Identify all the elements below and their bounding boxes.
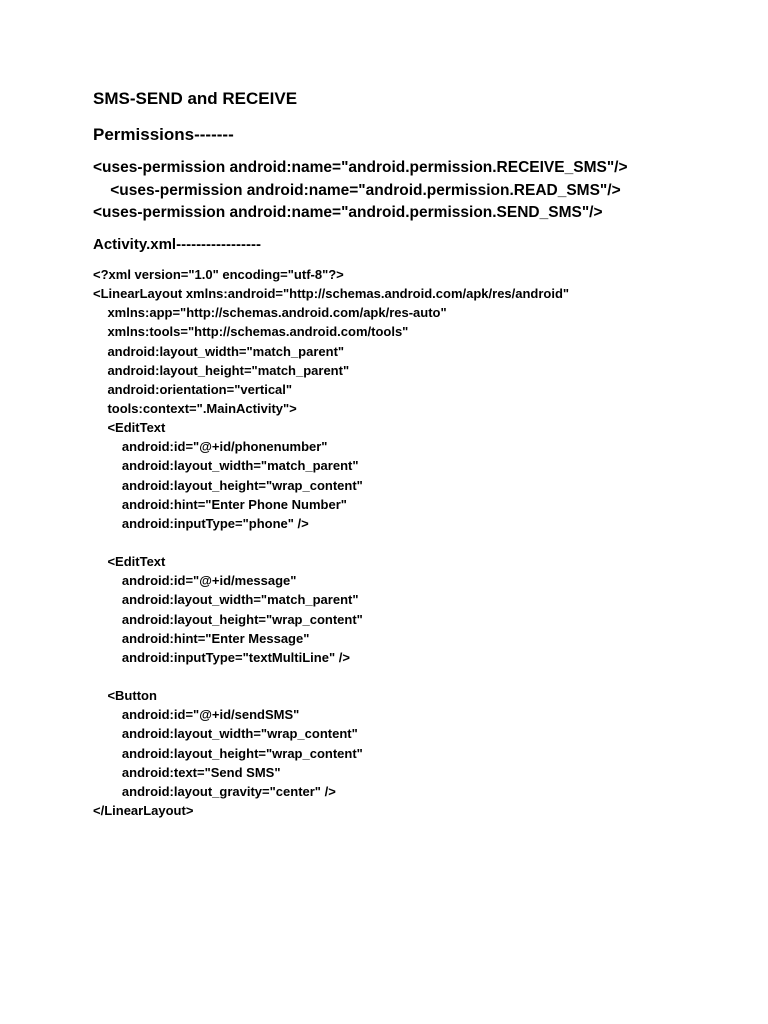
permission-line: <uses-permission android:name="android.permission.RECEIVE_SMS"/> <box>93 159 628 176</box>
code-line: </LinearLayout> <box>93 802 194 818</box>
code-line: <?xml version="1.0" encoding="utf-8"?> <box>93 267 344 282</box>
activity-heading: Activity.xml----------------- <box>93 236 262 253</box>
code-line: <Button <box>93 688 157 704</box>
code-line: <LinearLayout xmlns:android="http://schemas.android.com/apk/res/android" <box>93 286 570 302</box>
code-line: android:layout_height="wrap_content" <box>93 745 363 761</box>
code-line: android:hint="Enter Message" <box>93 630 310 646</box>
code-line: android:inputType="textMultiLine" /> <box>93 649 350 665</box>
code-line: android:text="Send SMS" <box>93 764 281 780</box>
code-line: android:layout_width="match_parent" <box>93 343 345 359</box>
code-line: android:orientation="vertical" <box>93 381 293 397</box>
code-line: android:layout_gravity="center" /> <box>93 783 336 799</box>
code-line: android:layout_height="wrap_content" <box>93 477 363 493</box>
permission-line: <uses-permission android:name="android.permission.SEND_SMS"/> <box>93 204 603 221</box>
code-line: xmlns:tools="http://schemas.android.com/tools" <box>93 324 409 340</box>
code-line: android:inputType="phone" /> <box>93 515 309 531</box>
code-line: android:layout_height="wrap_content" <box>93 611 363 627</box>
permission-line: <uses-permission android:name="android.permission.READ_SMS"/> <box>93 181 621 199</box>
code-line: <EditText <box>93 420 166 436</box>
code-line <box>93 533 569 552</box>
permissions-list <box>93 157 628 225</box>
code-line <box>93 667 569 686</box>
code-line: android:layout_height="match_parent" <box>93 362 350 378</box>
code-line: android:layout_width="wrap_content" <box>93 726 358 742</box>
code-line: <EditText <box>93 554 166 570</box>
document-title: SMS-SEND and RECEIVE <box>93 89 298 108</box>
code-line: android:id="@+id/phonenumber" <box>93 439 328 455</box>
code-line: android:id="@+id/message" <box>93 573 297 589</box>
code-line: android:id="@+id/sendSMS" <box>93 707 300 723</box>
activity-code-block <box>93 265 569 820</box>
code-line: tools:context=".MainActivity"> <box>93 400 297 416</box>
code-line: android:layout_width="match_parent" <box>93 592 359 608</box>
code-line: xmlns:app="http://schemas.android.com/apk/res-auto" <box>93 305 447 321</box>
code-line: android:layout_width="match_parent" <box>93 458 359 474</box>
permissions-heading: Permissions------- <box>93 125 234 144</box>
code-line: android:hint="Enter Phone Number" <box>93 496 347 512</box>
